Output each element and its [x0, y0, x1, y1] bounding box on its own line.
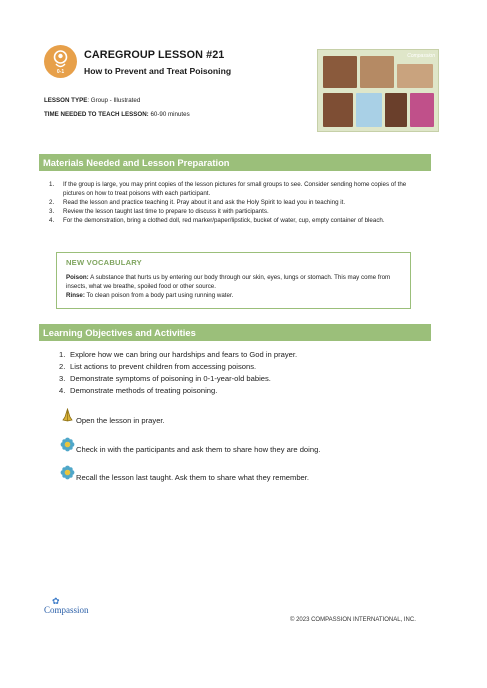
- list-item: [59, 385, 419, 397]
- list-item: [59, 373, 419, 385]
- vocab-definition: To clean poison from a body part using running water.: [84, 292, 234, 300]
- page-title: CAREGROUP LESSON #21: [84, 49, 225, 61]
- activity-text: Open the lesson in prayer.: [76, 416, 165, 425]
- activity-text: Recall the lesson last taught. Ask them to share what they remember.: [76, 473, 309, 482]
- activity-text: Check in with the participants and ask them to share how they are doing.: [76, 445, 321, 454]
- copyright-notice: © 2023 COMPASSION INTERNATIONAL, INC.: [290, 617, 416, 623]
- lesson-age-badge: [44, 45, 77, 78]
- flower-icon: [60, 465, 75, 480]
- list-item: [49, 181, 421, 199]
- section-heading-materials: Materials Needed and Lesson Preparation: [39, 154, 431, 171]
- praying-hands-icon: [60, 408, 75, 423]
- list-item-text: For the demonstration, bring a clothed doll, red marker/paper/lipstick, bucket of water, cup, empty container of bleach.: [63, 216, 385, 224]
- list-item-number: 2.: [49, 198, 55, 206]
- picture-cell: [323, 93, 353, 127]
- list-item: [59, 361, 419, 373]
- list-item-number: 4.: [49, 216, 55, 224]
- vocab-term: Poison:: [66, 274, 89, 281]
- picture-cell: [323, 56, 357, 88]
- thumbnail-brand: Compassion: [407, 53, 435, 59]
- lesson-type-label: LESSON TYPE: [44, 97, 88, 104]
- list-item-number: 3.: [59, 374, 66, 383]
- picture-cell: [385, 93, 407, 127]
- logo-text: Compassion: [44, 605, 89, 615]
- list-item: [49, 208, 421, 217]
- list-item-text: Demonstrate symptoms of poisoning in 0-1-year-old babies.: [70, 374, 271, 383]
- vocabulary-entry-rinse: [66, 291, 398, 300]
- list-item-text: Explore how we can bring our hardships and fears to God in prayer.: [70, 350, 298, 359]
- vocabulary-definitions: [66, 273, 398, 301]
- section-heading-objectives: Learning Objectives and Activities: [39, 324, 431, 341]
- objectives-list: [59, 349, 419, 397]
- list-item-number: 2.: [59, 362, 66, 371]
- picture-cell: [410, 93, 434, 127]
- time-needed-line: [44, 111, 190, 118]
- lesson-pictures-thumbnail: [317, 49, 439, 132]
- picture-cell: [397, 64, 433, 88]
- lesson-type-line: [44, 97, 140, 104]
- badge-age-label: 0-1: [56, 69, 65, 75]
- logo-swoosh-icon: ✿: [52, 596, 60, 606]
- page-subtitle: How to Prevent and Treat Poisoning: [84, 66, 232, 76]
- flower-icon: [60, 437, 75, 452]
- compassion-logo: [44, 596, 89, 615]
- vocabulary-heading: NEW VOCABULARY: [66, 258, 142, 267]
- lesson-type-value: : Group - Illustrated: [87, 97, 141, 104]
- list-item-text: If the group is large, you may print copies of the lesson pictures for small groups to see. Consider sending home copies of the pictures on how to treat poisons with each participant.: [63, 181, 407, 197]
- list-item-number: 3.: [49, 207, 55, 215]
- list-item: [49, 217, 421, 226]
- vocab-definition: A substance that hurts us by entering our body through our skin, eyes, lungs or stomach. This may come from insects, what we breathe, spoiled food or other source.: [66, 274, 391, 291]
- vocabulary-entry-poison: [66, 273, 398, 291]
- list-item-text: Read the lesson and practice teaching it. Pray about it and ask the Holy Spirit to lead you in teaching it.: [63, 198, 346, 206]
- vocab-term: Rinse:: [66, 292, 85, 300]
- materials-list: [49, 181, 421, 226]
- list-item: [49, 199, 421, 208]
- list-item-number: 1.: [49, 181, 55, 188]
- picture-cell: [360, 56, 394, 88]
- time-needed-label: TIME NEEDED TO TEACH LESSON:: [44, 111, 149, 118]
- picture-cell: [356, 93, 382, 127]
- list-item-number: 4.: [59, 386, 66, 395]
- list-item-text: List actions to prevent children from accessing poisons.: [70, 362, 257, 371]
- list-item: [59, 349, 419, 361]
- list-item-number: 1.: [59, 350, 66, 359]
- time-needed-value: 60-90 minutes: [148, 111, 190, 118]
- list-item-text: Demonstrate methods of treating poisoning.: [70, 386, 218, 395]
- list-item-text: Review the lesson taught last time to prepare to discuss it with participants.: [63, 207, 269, 215]
